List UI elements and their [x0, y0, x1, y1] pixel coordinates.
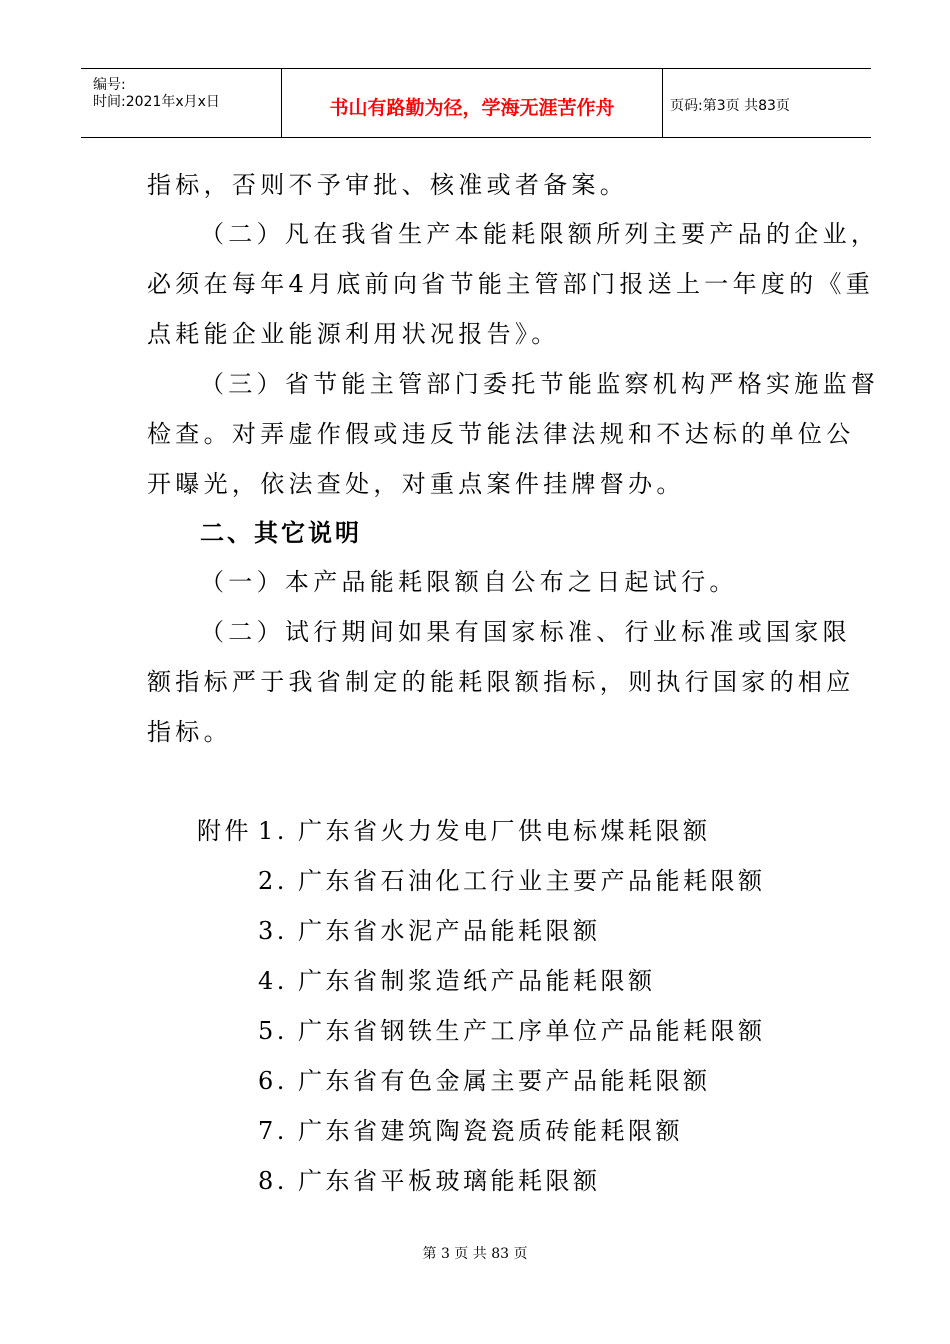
attachment-item: 广东省建筑陶瓷瓷质砖能耗限额: [298, 1117, 683, 1145]
body-line: 必须在每年4月底前向省节能主管部门报送上一年度的《重: [147, 270, 875, 298]
header-meta-cell: [81, 69, 281, 137]
header-motto: 书山有路勤为径，学海无涯苦作舟: [329, 97, 615, 119]
attachment-item: 广东省水泥产品能耗限额: [298, 917, 601, 945]
attachment-item: 广东省平板玻璃能耗限额: [298, 1167, 601, 1195]
header-page-cell: [662, 69, 871, 137]
body-line: 指标，否则不予审批、核准或者备案。: [147, 171, 629, 199]
attachment-item: 广东省钢铁生产工序单位产品能耗限额: [298, 1017, 766, 1045]
body-line: 检查。对弄虚作假或违反节能法律法规和不达标的单位公: [147, 420, 855, 448]
document-time-label: 时间:2021年x月x日: [93, 94, 220, 110]
attachment-number: 6.: [258, 1067, 288, 1095]
attachment-item: 广东省火力发电厂供电标煤耗限额: [298, 817, 711, 845]
attachment-item: 广东省制浆造纸产品能耗限额: [298, 967, 656, 995]
page-footer: 第 3 页 共 83 页: [422, 1246, 528, 1262]
attachment-number: 3.: [258, 917, 288, 945]
page-header: [81, 68, 871, 138]
body-line: （一）本产品能耗限额自公布之日起试行。: [200, 568, 738, 596]
attachment-number: 2.: [258, 867, 288, 895]
body-line: 额指标严于我省制定的能耗限额指标，则执行国家的相应: [147, 668, 855, 696]
attachment-item: 广东省石油化工行业主要产品能耗限额: [298, 867, 766, 895]
header-page-info: 页码:第3页 共83页: [670, 98, 790, 114]
body-line: （三）省节能主管部门委托节能监察机构严格实施监督: [200, 370, 880, 398]
body-line: （二）试行期间如果有国家标准、行业标准或国家限: [200, 618, 851, 646]
attachment-number: 4.: [258, 967, 288, 995]
attachment-number: 5.: [258, 1017, 288, 1045]
body-line: 指标。: [147, 718, 232, 746]
document-number-label: 编号:: [93, 77, 126, 93]
attachment-item: 广东省有色金属主要产品能耗限额: [298, 1067, 711, 1095]
attachment-number: 8.: [258, 1167, 288, 1195]
attachment-number: 7.: [258, 1117, 288, 1145]
body-line: （二）凡在我省生产本能耗限额所列主要产品的企业，: [200, 220, 880, 248]
section-heading: 二、其它说明: [200, 519, 362, 547]
header-motto-cell: [281, 69, 663, 137]
body-line: 开曝光，依法查处，对重点案件挂牌督办。: [147, 470, 685, 498]
body-line: 点耗能企业能源利用状况报告》。: [147, 320, 560, 348]
attachment-number: 1.: [258, 817, 288, 845]
attachment-label: 附件: [197, 817, 252, 845]
